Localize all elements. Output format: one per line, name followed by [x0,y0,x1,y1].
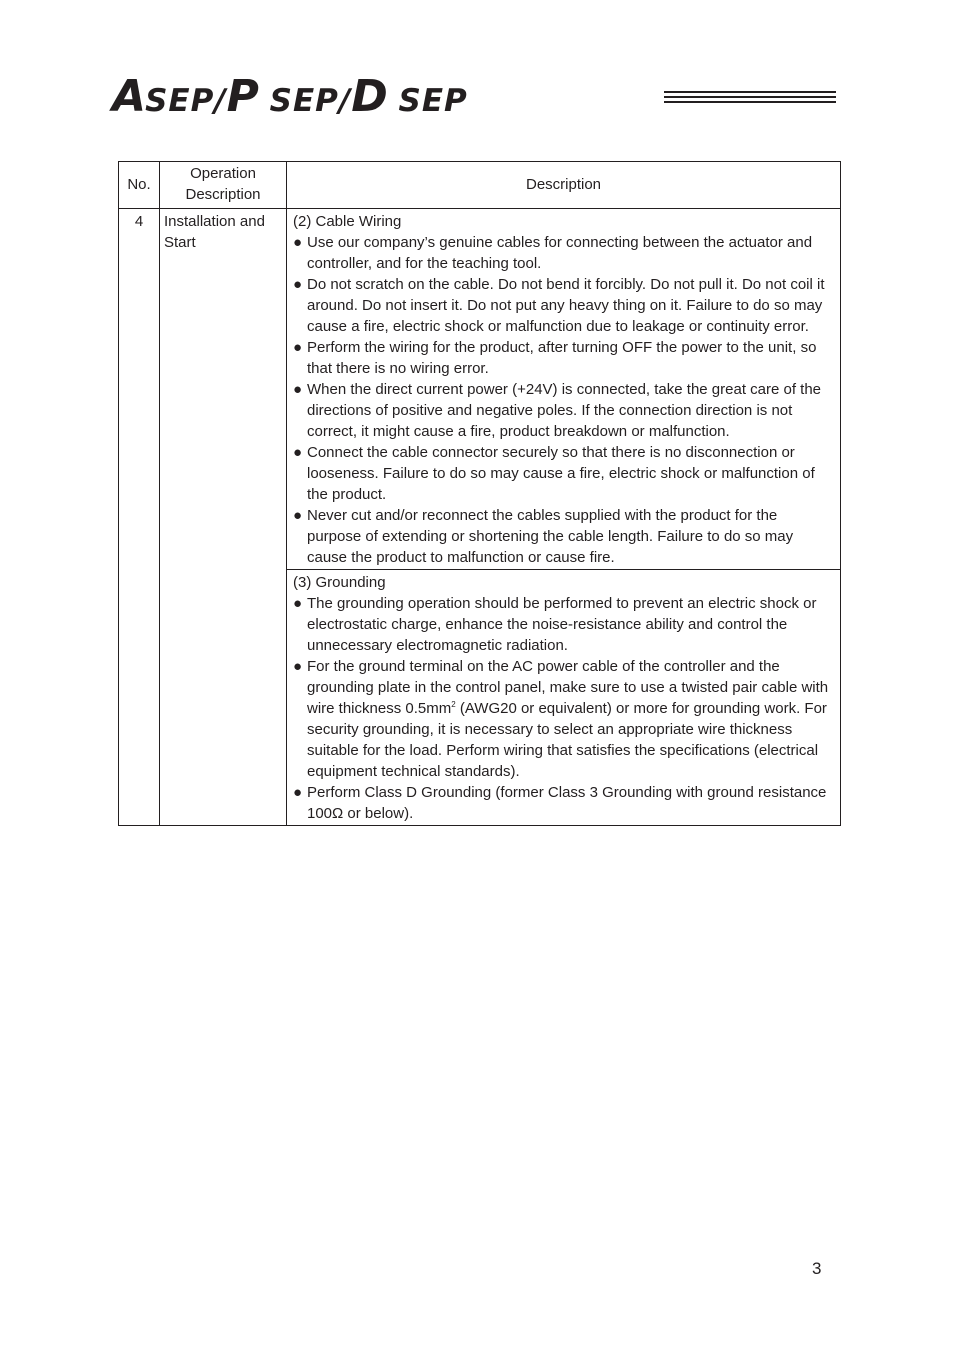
list-item-text [307,658,828,780]
grounding-list [293,593,834,824]
bullet-icon: ● [293,444,303,461]
bullet-icon: ● [293,507,303,524]
list-item-text: Never cut and/or reconnect the cables supplied with the product for the purpose of extending or shortening the cable length. Failure to do so may cause the product to malfunction or cause fire. [307,507,794,566]
list-item-text: Use our company’s genuine cables for connecting between the actuator and controller, and for the teaching tool. [307,234,813,272]
grounding-cell [287,570,841,826]
cable-wiring-cell [287,209,841,570]
table-row [119,209,841,570]
superscript: 2 [451,700,456,709]
row-number: 4 [119,209,160,826]
list-item-text: Perform the wiring for the product, after turning OFF the power to the unit, so that there is no wiring error. [307,339,817,377]
list-item [293,782,834,824]
rule-line [664,101,836,103]
bullet-icon: ● [293,658,303,675]
logo-text [112,71,468,129]
list-item-text-part: For the ground terminal on the AC power cable of the controller and the grounding plate in the control panel, make sure to use a twisted pair cable with wire thickness 0.5mm [307,658,829,717]
list-item [293,274,834,337]
logo-letter-a: A [112,71,146,122]
list-item-text: Do not scratch on the cable. Do not bend it forcibly. Do not pull it. Do not coil it around. Do not insert it. Do not put any heavy thing on it. Failure to do so may cause a fire, electric shock or malfunction due to leakage or continuity error. [307,276,825,335]
list-item-text: Perform Class D Grounding (former Class 3 Grounding with ground resistance 100Ω or below). [307,784,827,822]
list-item [293,505,834,568]
series-logo [112,71,842,122]
bullet-icon: ● [293,234,303,251]
header-description: Description [287,162,841,209]
list-item [293,379,834,442]
header-no: No. [119,162,160,209]
table-header-row [119,162,841,209]
operation-table [118,161,841,826]
header-operation [160,162,287,209]
page-number: 3 [812,1259,822,1278]
header-operation-line2: Description [185,186,261,203]
header-operation-line1: Operation [190,165,256,182]
list-item-text: The grounding operation should be performed to prevent an electric shock or electrostatic charge, enhance the noise-resistance ability and control the unnecessary electromagnetic radiation. [307,595,817,654]
list-item-text: When the direct current power (+24V) is connected, take the great care of the directions of positive and negative poles. If the connection direction is not correct, it might cause a fire, product breakdown or malfunction. [307,381,822,440]
list-item [293,593,834,656]
bullet-icon: ● [293,381,303,398]
bullet-icon: ● [293,784,303,801]
section-title-cable-wiring: (2) Cable Wiring [293,213,402,230]
list-item [293,442,834,505]
rule-line [664,91,836,93]
bullet-icon: ● [293,595,303,612]
list-item [293,656,834,782]
cable-wiring-list [293,232,834,568]
list-item [293,232,834,274]
logo-letter-d: D [351,71,387,122]
rule-line [664,96,836,98]
logo-sep-3: SEP [386,83,468,119]
row-operation-line2: Start [164,234,196,251]
row-operation [160,209,287,826]
logo-sep-2: SEP/ [257,83,352,119]
logo-sep-1: SEP/ [145,83,227,119]
list-item-text: Connect the cable connector securely so that there is no disconnection or looseness. Failure to do so may cause a fire, electric shock or malfunction of the product. [307,444,815,503]
bullet-icon: ● [293,339,303,356]
list-item-text-part: (AWG20 or equivalent) or more for grounding work. For security grounding, it is necessary to select an appropriate wire thickness suitable for the load. Perform wiring that satisfies the specifications (electrical equipment technical standards). [307,700,827,780]
section-title-grounding: (3) Grounding [293,574,386,591]
logo-rule-lines [664,91,836,106]
logo-letter-p: P [226,71,258,122]
row-operation-line1: Installation and [164,213,265,230]
list-item [293,337,834,379]
bullet-icon: ● [293,276,303,293]
